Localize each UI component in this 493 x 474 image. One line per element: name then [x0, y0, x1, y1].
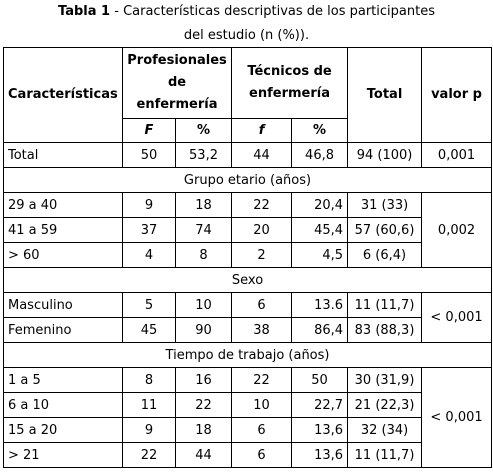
table-row	[4, 418, 492, 443]
cell-label: 41 a 59	[4, 218, 123, 243]
cell-prof-f: 8	[123, 368, 176, 393]
cell-tec-f: 20	[232, 218, 292, 243]
cell-label: 15 a 20	[4, 418, 123, 443]
caption-label: Tabla 1	[58, 4, 111, 19]
header-sub-F: F	[123, 119, 176, 143]
cell-total: 31 (33)	[348, 193, 422, 218]
cell-total: 11 (11,7)	[348, 443, 422, 468]
cell-prof-f: 5	[123, 293, 176, 318]
section-row-grupo-etario	[4, 168, 492, 193]
cell-prof-f: 50	[123, 143, 176, 168]
section-title: Grupo etario (años)	[4, 168, 492, 193]
table-row	[4, 393, 492, 418]
header-row-main	[4, 48, 492, 119]
cell-tec-pct: 45,4	[292, 218, 348, 243]
section-title: Sexo	[4, 268, 492, 293]
header-valor-p: valor p	[422, 48, 492, 143]
cell-p-value: < 0,001	[422, 368, 492, 468]
table-row	[4, 368, 492, 393]
cell-tec-pct: 20,4	[292, 193, 348, 218]
cell-label: 1 a 5	[4, 368, 123, 393]
cell-total: 11 (11,7)	[348, 293, 422, 318]
cell-prof-f: 9	[123, 418, 176, 443]
cell-prof-f: 9	[123, 193, 176, 218]
cell-tec-f: 2	[232, 243, 292, 268]
header-sub-f: f	[232, 119, 292, 143]
cell-tec-f: 6	[232, 418, 292, 443]
cell-tec-pct: 86,4	[292, 318, 348, 343]
cell-prof-f: 37	[123, 218, 176, 243]
header-sub-pct-1: %	[176, 119, 232, 143]
cell-prof-pct: 18	[176, 418, 232, 443]
cell-tec-f: 22	[232, 193, 292, 218]
cell-prof-pct: 44	[176, 443, 232, 468]
caption-title-line1: Características descriptivas de los participantes	[123, 4, 435, 19]
caption-line-1	[0, 0, 493, 24]
cell-prof-pct: 8	[176, 243, 232, 268]
table-row	[4, 218, 492, 243]
header-tecnicos: Técnicos de enfermería	[232, 48, 348, 119]
cell-label: > 21	[4, 443, 123, 468]
cell-label: Femenino	[4, 318, 123, 343]
cell-total: 57 (60,6)	[348, 218, 422, 243]
cell-prof-pct: 74	[176, 218, 232, 243]
caption-title-line2: del estudio (n (%)).	[183, 28, 310, 43]
characteristics-table	[3, 47, 492, 468]
table-row-total	[4, 143, 492, 168]
cell-label: Masculino	[4, 293, 123, 318]
cell-tec-f: 22	[232, 368, 292, 393]
cell-prof-pct: 18	[176, 193, 232, 218]
cell-p-value: 0,002	[422, 193, 492, 268]
cell-tec-pct: 22,7	[292, 393, 348, 418]
section-row-sexo	[4, 268, 492, 293]
cell-p-value: < 0,001	[422, 293, 492, 343]
header-total: Total	[348, 48, 422, 143]
table-row	[4, 318, 492, 343]
cell-tec-pct: 13.6	[292, 293, 348, 318]
cell-total: 21 (22,3)	[348, 393, 422, 418]
cell-prof-f: 11	[123, 393, 176, 418]
cell-prof-pct: 90	[176, 318, 232, 343]
cell-prof-pct: 53,2	[176, 143, 232, 168]
cell-tec-f: 6	[232, 293, 292, 318]
table-row	[4, 193, 492, 218]
table-caption	[0, 0, 493, 48]
cell-total: 30 (31,9)	[348, 368, 422, 393]
cell-tec-pct: 46,8	[292, 143, 348, 168]
cell-prof-f: 45	[123, 318, 176, 343]
cell-tec-pct: 50	[292, 368, 348, 393]
cell-tec-f: 6	[232, 443, 292, 468]
table-row	[4, 443, 492, 468]
header-caracteristicas: Características	[4, 48, 123, 143]
cell-prof-pct: 10	[176, 293, 232, 318]
cell-prof-f: 22	[123, 443, 176, 468]
cell-p-value: 0,001	[422, 143, 492, 168]
cell-label: Total	[4, 143, 123, 168]
cell-prof-pct: 22	[176, 393, 232, 418]
cell-tec-pct: 13,6	[292, 418, 348, 443]
cell-prof-f: 4	[123, 243, 176, 268]
table-row	[4, 243, 492, 268]
cell-label: > 60	[4, 243, 123, 268]
cell-tec-pct: 13,6	[292, 443, 348, 468]
cell-prof-pct: 16	[176, 368, 232, 393]
cell-tec-f: 44	[232, 143, 292, 168]
caption-separator: -	[110, 4, 124, 19]
cell-label: 6 a 10	[4, 393, 123, 418]
header-profesionales: Profesionales de enfermería	[123, 48, 232, 119]
cell-total: 6 (6,4)	[348, 243, 422, 268]
cell-label: 29 a 40	[4, 193, 123, 218]
header-sub-pct-2: %	[292, 119, 348, 143]
cell-tec-f: 10	[232, 393, 292, 418]
cell-tec-f: 38	[232, 318, 292, 343]
cell-tec-pct: 4,5	[292, 243, 348, 268]
section-title: Tiempo de trabajo (años)	[4, 343, 492, 368]
cell-total: 83 (88,3)	[348, 318, 422, 343]
table-row	[4, 293, 492, 318]
section-row-tiempo-de-trabajo	[4, 343, 492, 368]
cell-total: 94 (100)	[348, 143, 422, 168]
cell-total: 32 (34)	[348, 418, 422, 443]
